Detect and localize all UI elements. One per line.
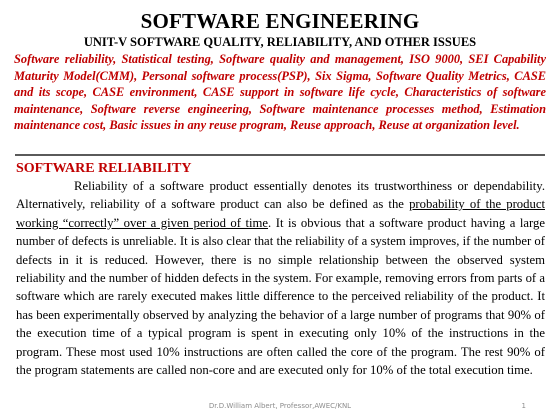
unit-subtitle: UNIT-V SOFTWARE QUALITY, RELIABILITY, AND OTHER ISSUES (83, 35, 477, 49)
body-paragraph (16, 177, 545, 379)
reliability-definition: probability of the product working “correctly” over a given period of time (16, 197, 545, 230)
divider-line (15, 154, 545, 156)
page-number: 1 (521, 402, 526, 410)
section-heading: SOFTWARE RELIABILITY (16, 161, 192, 176)
footer-credit: Dr.D.William Albert, Professor,AWEC/KNL (208, 402, 352, 410)
body-text-part2: . It is obvious that a software product having a large number of defects is unreliable. It is also clear that the reliability of a system improves, if the number of defects in it is reduced. However, there is no simple relationship between the observed system reliability and the number of hidden defects in the system. For example, removing errors from parts of a software which are rarely executed makes little difference to the perceived reliability of the product. It has been experimentally observed by analyzing the behavior of a large number of programs that 90% of the execution time of a typical program is spent in executing only 10% of the instructions in the program. These most used 10% instructions are often called the core of the program. The rest 90% of the program statements are called non-core and are executed only for 10% of the total execution time. (16, 215, 546, 378)
body-text-part1: Reliability of a software product essentially denotes its trustworthiness or dependability. Alternatively, reliability of a software product can also be defined as the (16, 179, 545, 212)
slide-title: SOFTWARE ENGINEERING (140, 9, 420, 33)
topics-list: Software reliability, Statistical testing, Software quality and management, ISO 9000, SEI Capability Maturity Model(CMM), Personal software process(PSP), Six Sigma, Software Quality Metrics, CASE and its scope, CASE environment, CASE support in software life cycle, Characteristics of software maintenance, Software reverse engineering, Software maintenance processes method, Estimation maintenance cost, Basic issues in any reuse program, Reuse approach, Reuse at organization level. (14, 52, 546, 133)
